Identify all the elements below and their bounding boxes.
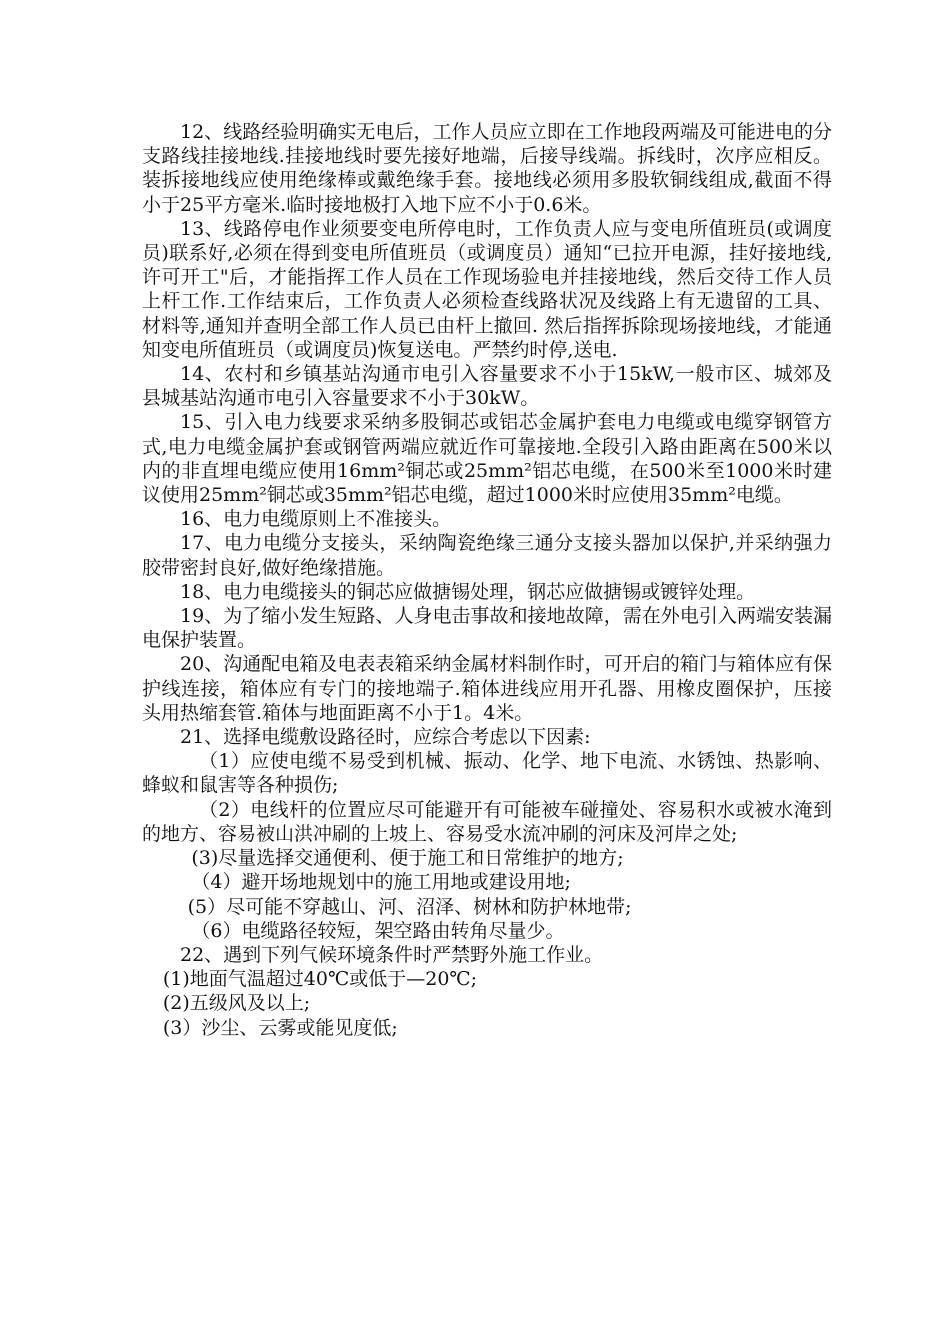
list-item-21-1: （1）应使电缆不易受到机械、振动、化学、地下电流、水锈蚀、热影响、蜂蚁和鼠害等各种损伤; bbox=[142, 750, 832, 797]
paragraph-21: 21、选择电缆敷设路径时，应综合考虑以下因素: bbox=[180, 726, 591, 749]
paragraph-14: 14、农村和乡镇基站沟通市电引入容量要求不小于15kW,一般市区、城郊及县城基站沟通市电引入容量要求不小于30kW。 bbox=[142, 363, 832, 410]
paragraph-16: 16、电力电缆原则上不准接头。 bbox=[180, 508, 452, 531]
list-item-21-5: (5）尽可能不穿越山、河、沼泽、树林和防护林地带; bbox=[187, 895, 632, 918]
paragraph-13: 13、线路停电作业须要变电所停电时，工作负责人应与变电所值班员(或调度员)联系好,必须在得到变电所值班员（或调度员）通知“已拉开电源，挂好接地线,许可开工"后，才能指挥工作人员在工作现场验电并挂接地线，然后交待工作人员上杆工作.工作结束后，工作负责人必须检查线路状况及线路上有无遗留的工具、材料等,通知并查明全部工作人员已由杆上撤回. 然后指挥拆除现场接地线，才能通知变电所值班员（或调度员)恢复送电。严禁约时停,送电. bbox=[142, 217, 832, 361]
paragraph-15: 15、引入电力线要求采纳多股铜芯或铝芯金属护套电力电缆或电缆穿钢管方式,电力电缆金属护套或钢管两端应就近作可靠接地.全段引入路由距离在500米以内的非直埋电缆应使用16mm²铜芯或25mm²铝芯电缆，在500米至1000米时建议使用25mm²铜芯或35mm²铝芯电缆，超过1000米时应使用35mm²电缆。 bbox=[142, 411, 832, 507]
paragraph-18: 18、电力电缆接头的铜芯应做搪锡处理，钢芯应做搪锡或镀锌处理。 bbox=[180, 580, 756, 603]
paragraph-12: 12、线路经验明确实无电后，工作人员应立即在工作地段两端及可能进电的分支路线挂接地线.挂接地线时要先接好地端，后接导线端。拆线时，次序应相反。装拆接地线应使用绝缘棒或戴绝缘手套。接地线必须用多股软铜线组成,截面不得小于25平方毫米.临时接地极打入地下应不小于0.6米。 bbox=[142, 121, 832, 216]
list-item-21-4: （4）避开场地规划中的施工用地或建设用地; bbox=[191, 871, 571, 894]
list-item-21-3: (3)尽量选择交通便利、便于施工和日常维护的地方; bbox=[191, 847, 624, 870]
paragraph-19: 19、为了缩小发生短路、人身电击事故和接地故障，需在外电引入两端安装漏电保护装置。 bbox=[142, 605, 832, 652]
list-item-22-3: (3）沙尘、云雾或能见度低; bbox=[162, 1016, 398, 1039]
list-item-22-1: (1)地面气温超过40℃或低于—20℃; bbox=[162, 968, 478, 991]
paragraph-22: 22、遇到下列气候环境条件时严禁野外施工作业。 bbox=[180, 943, 604, 966]
list-item-21-2: （2）电线杆的位置应尽可能避开有可能被车碰撞处、容易积水或被水淹到的地方、容易被山洪冲刷的上坡上、容易受水流冲刷的河床及河岸之处; bbox=[142, 798, 832, 845]
list-item-21-6: （6）电缆路径较短，架空路由转角尽量少。 bbox=[191, 919, 565, 942]
list-item-22-2: (2)五级风及以上; bbox=[162, 992, 311, 1015]
document-body bbox=[142, 120, 832, 1040]
paragraph-17: 17、电力电缆分支接头，采纳陶瓷绝缘三通分支接头器加以保护,并采纳强力胶带密封良好,做好绝缘措施。 bbox=[142, 532, 832, 579]
paragraph-20: 20、沟通配电箱及电表表箱采纳金属材料制作时，可开启的箱门与箱体应有保护线连接，箱体应有专门的接地端子.箱体进线应用开孔器、用橡皮圈保护，压接头用热缩套管.箱体与地面距离不小于1。4米。 bbox=[142, 653, 832, 724]
